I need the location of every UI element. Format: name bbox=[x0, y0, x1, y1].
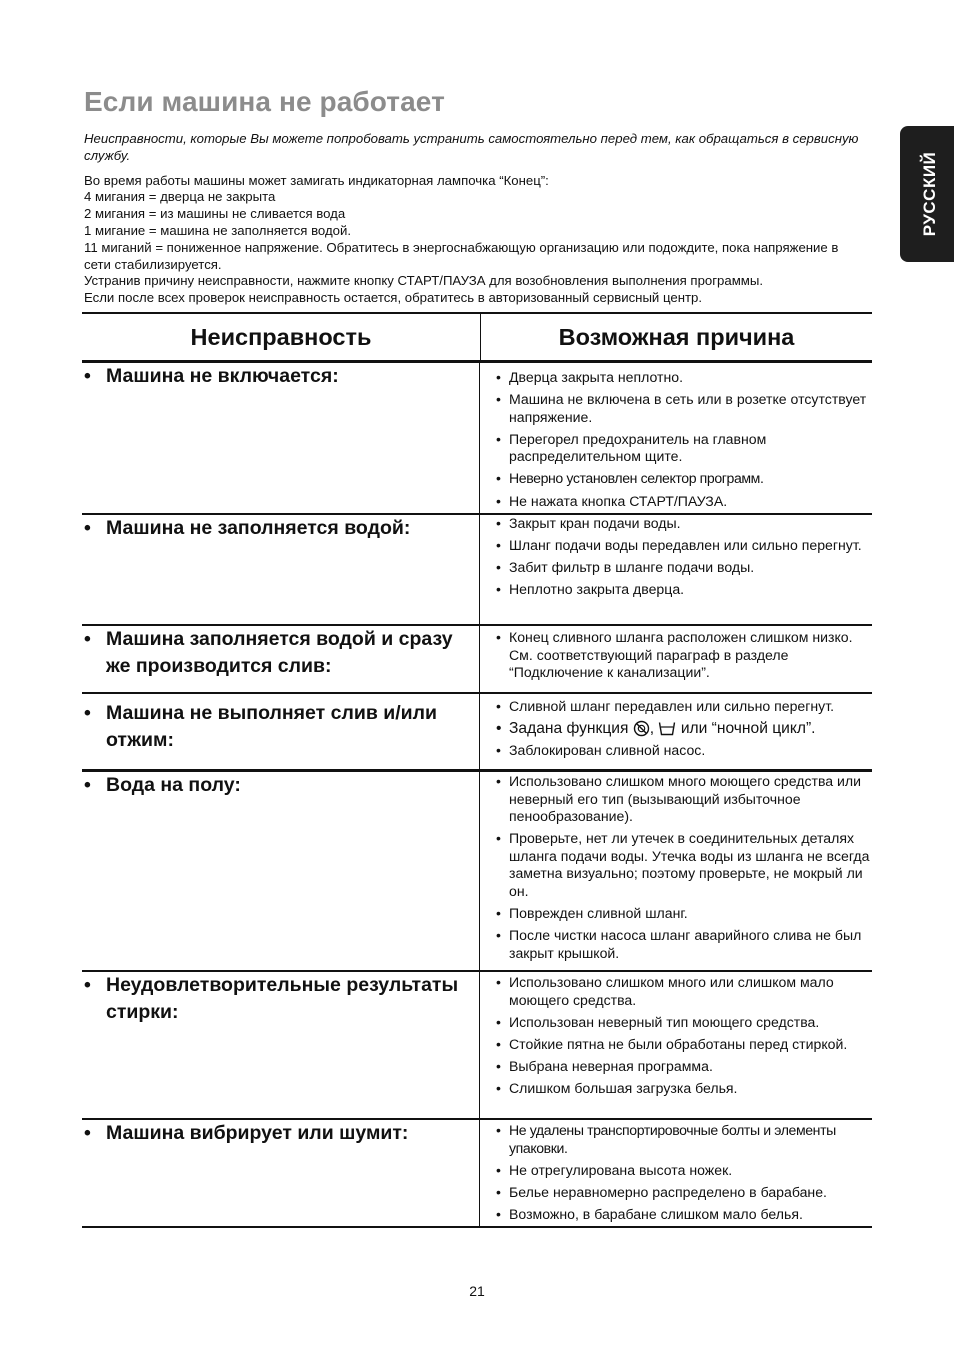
problem-cell bbox=[82, 972, 480, 1118]
cause-item: • Слишком большая загрузка белья. bbox=[496, 1080, 870, 1098]
table-row bbox=[82, 694, 872, 772]
problem-label: Машина не включается: bbox=[106, 365, 339, 387]
cause-item: • Сливной шланг передавлен или сильно перегнут. bbox=[496, 698, 870, 716]
problem-cell bbox=[82, 515, 480, 624]
cause-item: • Неверно установлен селектор программ. bbox=[496, 470, 870, 488]
bullet: • bbox=[84, 365, 91, 387]
problem-text bbox=[84, 626, 471, 680]
bullet: • bbox=[84, 628, 91, 650]
cause-cell bbox=[480, 772, 872, 970]
problem-label: Машина вибрирует или шумит: bbox=[106, 1122, 409, 1144]
cause-list bbox=[496, 629, 870, 682]
cause-item: • Выбрана неверная программа. bbox=[496, 1058, 870, 1076]
problem-label: Вода на полу: bbox=[106, 774, 241, 796]
cause-cell bbox=[480, 363, 872, 513]
bullet: • bbox=[84, 1122, 91, 1144]
troubleshooting-table bbox=[82, 312, 872, 1228]
cause-cell bbox=[480, 515, 872, 624]
intro-section bbox=[84, 131, 864, 307]
cause-list bbox=[496, 515, 870, 599]
problem-text bbox=[84, 972, 471, 1026]
problem-text bbox=[84, 515, 471, 542]
cause-item: • Не нажата кнопка СТАРТ/ПАУЗА. bbox=[496, 493, 870, 511]
problem-cell bbox=[82, 1120, 480, 1226]
bullet: • bbox=[84, 702, 91, 724]
cause-cell bbox=[480, 694, 872, 769]
problem-cell bbox=[82, 694, 480, 769]
problem-label: Машина заполняется водой и сразу же производится слив: bbox=[106, 628, 453, 677]
problem-label: Машина не выполняет слив и/или отжим: bbox=[106, 702, 437, 751]
cause-item: • Заблокирован сливной насос. bbox=[496, 742, 870, 760]
cause-item: • Закрыт кран подачи воды. bbox=[496, 515, 870, 533]
intro-line: 1 мигание = машина не заполняется водой. bbox=[84, 222, 352, 238]
cause-item: • После чистки насоса шланг аварийного слива не был закрыт крышкой. bbox=[496, 927, 870, 962]
bullet: • bbox=[84, 774, 91, 796]
problem-text bbox=[84, 1120, 471, 1147]
cause-item: • Возможно, в барабане слишком мало белья. bbox=[496, 1206, 870, 1224]
cause-item: • Использовано слишком много или слишком мало моющего средства. bbox=[496, 974, 870, 1009]
header-cause: Возможная причина bbox=[558, 323, 795, 350]
cause-item: • Белье неравномерно распределено в барабане. bbox=[496, 1184, 870, 1202]
cause-item: • Неплотно закрыта дверца. bbox=[496, 581, 870, 599]
cause-list bbox=[496, 974, 870, 1098]
problem-text bbox=[84, 363, 471, 390]
cause-cell bbox=[480, 626, 872, 692]
cause-cell bbox=[480, 972, 872, 1118]
cause-item: • Использован неверный тип моющего средства. bbox=[496, 1014, 870, 1032]
cause-item: • Проверьте, нет ли утечек в соединительных деталях шланга подачи воды. Утечка воды из шланга не всегда заметна визуально; поэтому проверьте, не мокрый ли он. bbox=[496, 830, 870, 900]
problem-cell bbox=[82, 363, 480, 513]
cause-text: или “ночной цикл”. bbox=[680, 720, 816, 738]
intro-line: Если после всех проверок неисправность остается, обратитесь в авторизованный сервисный центр. bbox=[84, 290, 703, 306]
table-row bbox=[82, 772, 872, 972]
problem-text bbox=[84, 694, 471, 754]
bullet: • bbox=[84, 974, 91, 996]
cause-item: • Не удалены транспортировочные болты и элементы упаковки. bbox=[496, 1122, 870, 1157]
cause-list bbox=[496, 369, 870, 510]
intro-line: 4 мигания = дверца не закрыта bbox=[84, 189, 276, 205]
problem-text bbox=[84, 772, 471, 799]
header-problem: Неисправность bbox=[82, 314, 481, 360]
cause-item: • Шланг подачи воды передавлен или сильно перегнут. bbox=[496, 537, 870, 555]
page-number: 21 bbox=[469, 1283, 485, 1299]
problem-label: Машина не заполняется водой: bbox=[106, 517, 411, 539]
table-row bbox=[82, 972, 872, 1120]
cause-cell bbox=[480, 1120, 872, 1226]
cause-item: • Машина не включена в сеть или в розетке отсутствует напряжение. bbox=[496, 391, 870, 426]
table-row bbox=[82, 1120, 872, 1228]
problem-cell bbox=[82, 772, 480, 970]
cause-list bbox=[496, 698, 870, 760]
intro-line: 11 миганий = пониженное напряжение. Обратитесь в энергоснабжающую организацию или подождите, пока напряжение в сети стабилизируется. bbox=[84, 239, 839, 272]
cause-item: • Конец сливного шланга расположен слишком низко. См. соответствующий параграф в разделе “Подключение к канализации”. bbox=[496, 629, 870, 682]
cause-item: • Использовано слишком много моющего средства или неверный его тип (вызывающий избыточное пенообразование). bbox=[496, 773, 870, 826]
cause-item: • Поврежден сливной шланг. bbox=[496, 905, 870, 923]
table-row bbox=[82, 363, 872, 515]
cause-list bbox=[496, 1122, 870, 1223]
language-tab-label: РУССКИЙ bbox=[920, 151, 939, 237]
table-row bbox=[82, 515, 872, 626]
cause-item: • Стойкие пятна не были обработаны перед стиркой. bbox=[496, 1036, 870, 1054]
page-title: Если машина не работает bbox=[84, 86, 445, 117]
intro-line: Устранив причину неисправности, нажмите кнопку СТАРТ/ПАУЗА для возобновления выполнения программы. bbox=[84, 273, 763, 289]
problem-label: Неудовлетворительные результаты стирки: bbox=[106, 974, 459, 1023]
cause-item: • Не отрегулирована высота ножек. bbox=[496, 1162, 870, 1180]
cause-text: Задана функция bbox=[509, 720, 629, 738]
cause-item: • Дверца закрыта неплотно. bbox=[496, 369, 870, 387]
table-row bbox=[82, 626, 872, 694]
cause-item-function: • Задана функция , или “ночной цикл”. bbox=[496, 720, 870, 738]
no-spin-icon bbox=[633, 720, 650, 737]
cause-list bbox=[496, 773, 870, 962]
bullet: • bbox=[84, 517, 91, 539]
intro-line: Во время работы машины может замигать индикаторная лампочка “Конец”: bbox=[84, 172, 549, 188]
intro-italic-note: Неисправности, которые Вы можете попробовать устранить самостоятельно перед тем, как обращаться в сервисную службу. bbox=[84, 131, 859, 163]
intro-line: 2 мигания = из машины не сливается вода bbox=[84, 206, 346, 222]
cause-item: • Перегорел предохранитель на главном распределительном щите. bbox=[496, 431, 870, 466]
problem-cell bbox=[82, 626, 480, 692]
language-tab bbox=[900, 126, 954, 262]
cause-item: • Забит фильтр в шланге подачи воды. bbox=[496, 559, 870, 577]
rinse-hold-icon bbox=[658, 721, 676, 736]
table-header bbox=[82, 312, 872, 363]
